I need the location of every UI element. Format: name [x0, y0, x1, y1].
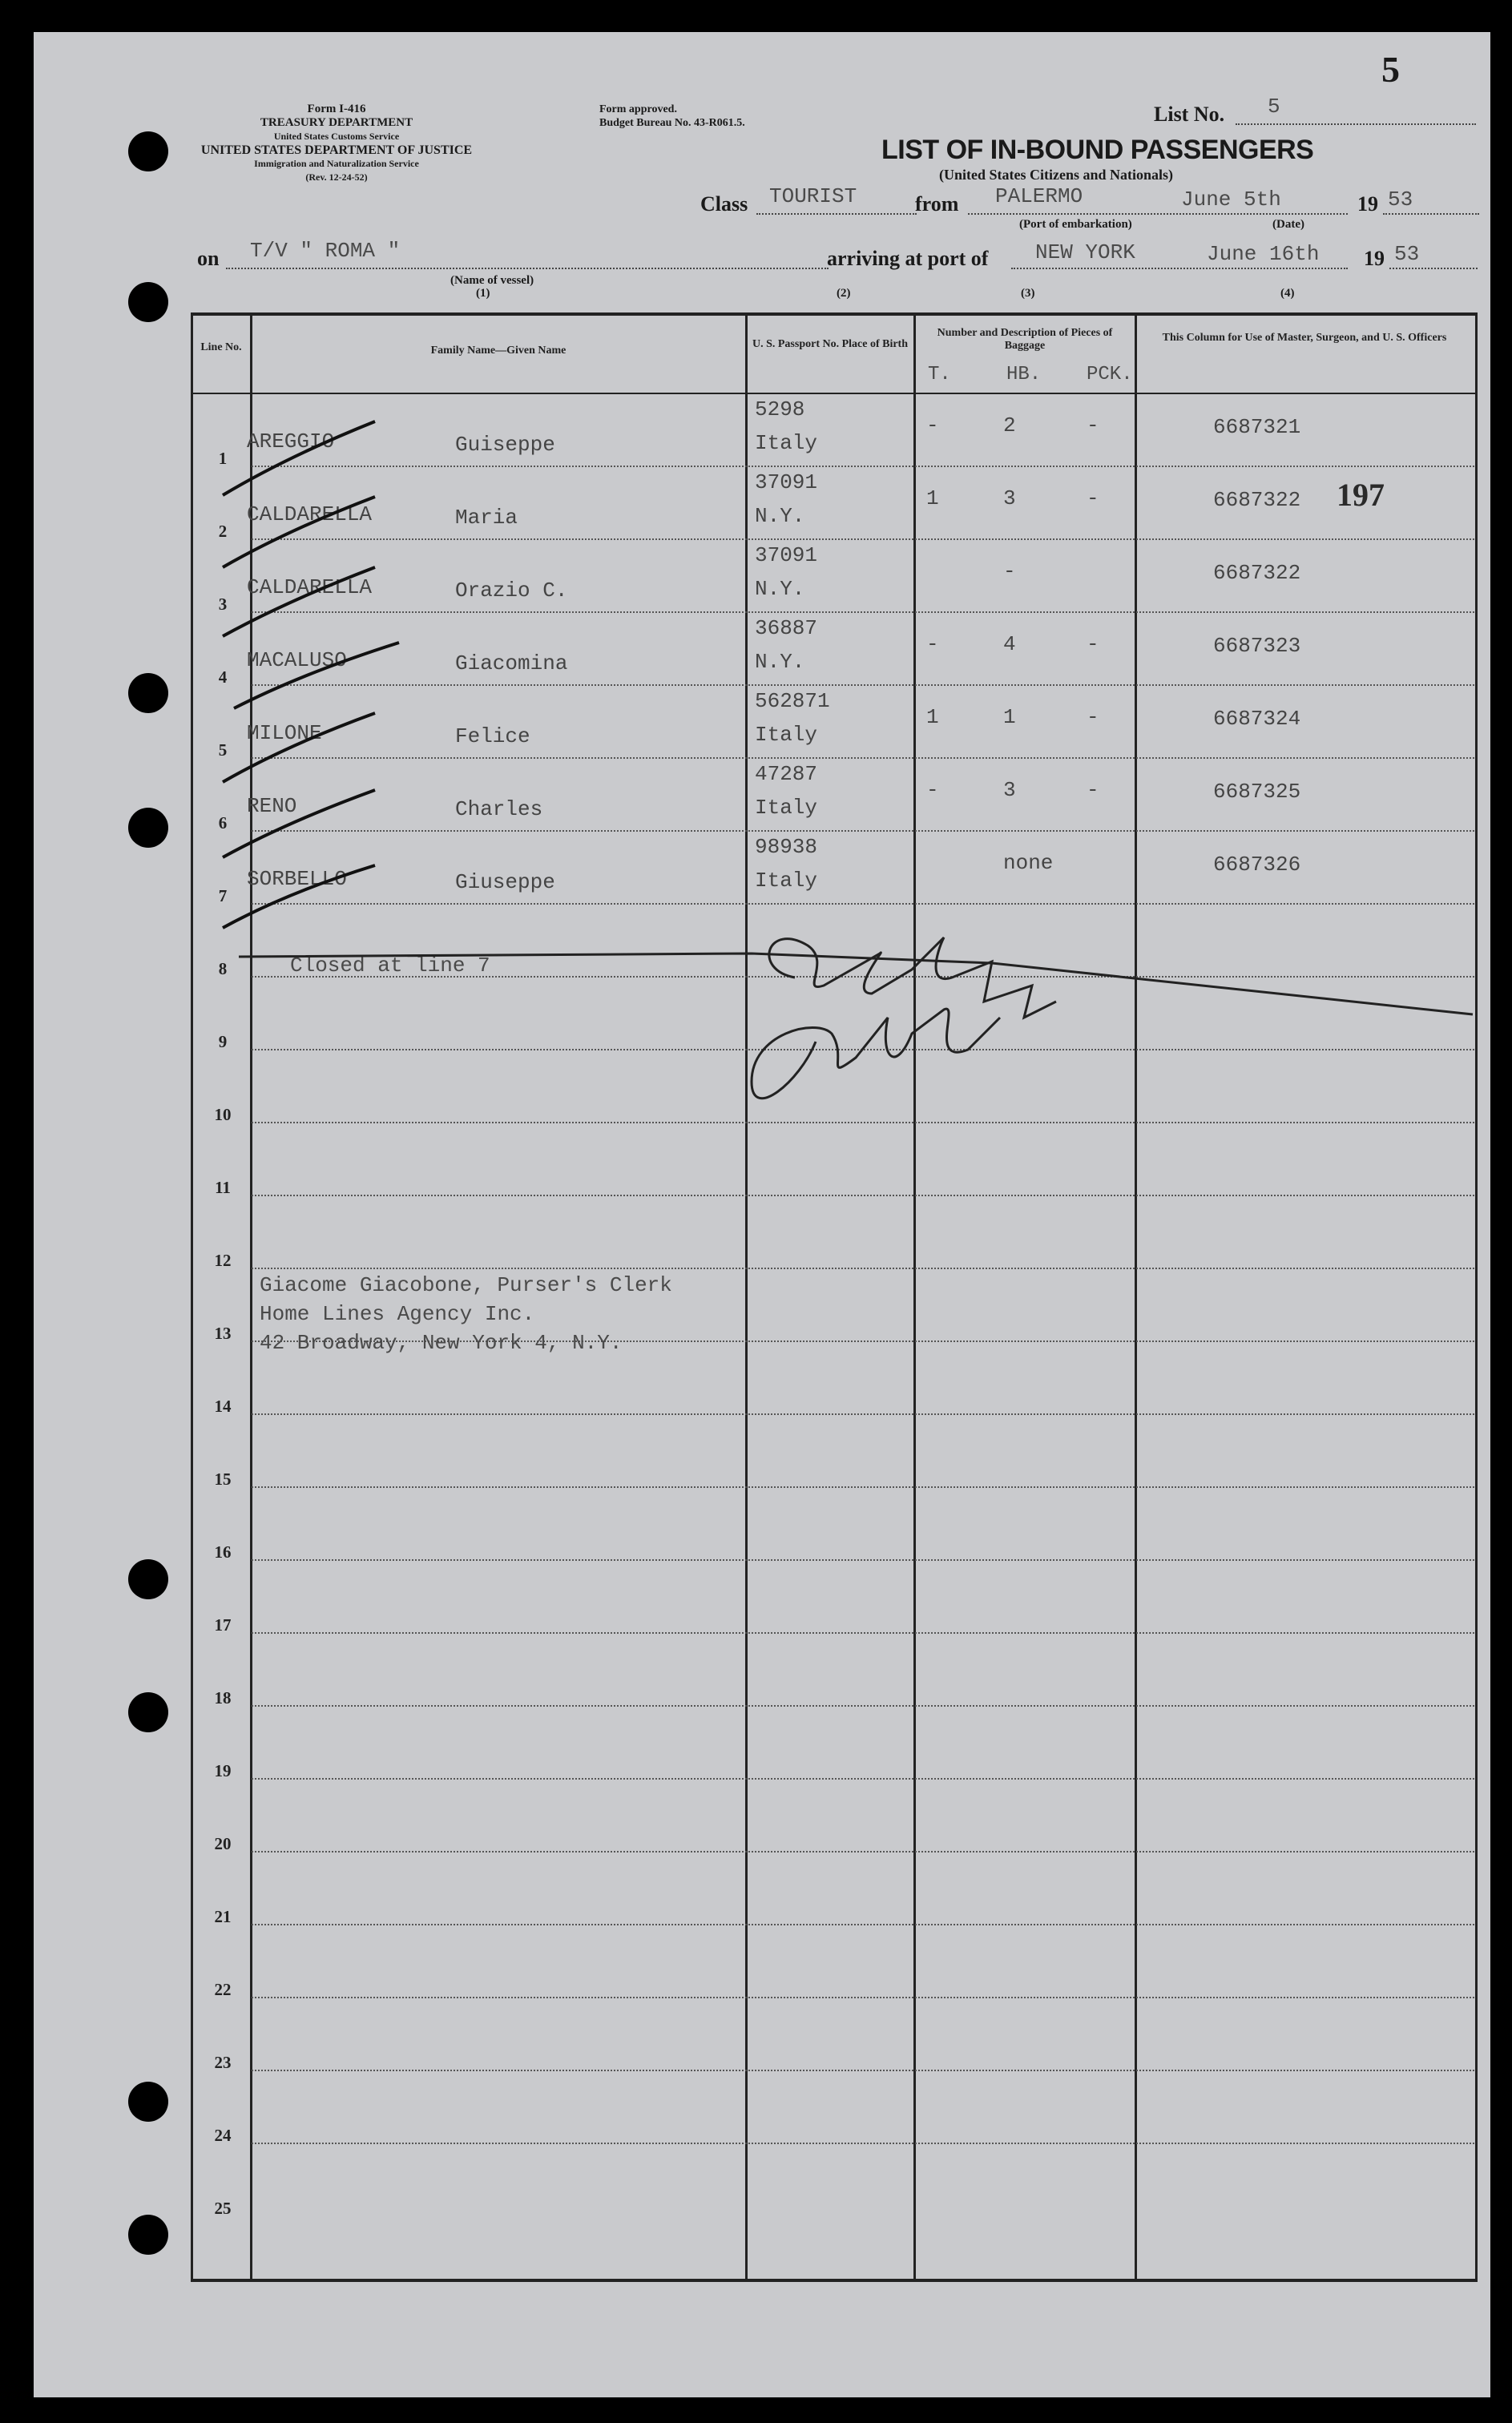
baggage-pck: -: [1087, 705, 1099, 729]
form-header: [192, 103, 481, 184]
place-of-birth: Italy: [755, 723, 818, 747]
baggage-hb: 3: [1003, 486, 1016, 510]
port-embarkation-caption: (Port of embarkation): [1019, 218, 1132, 231]
baggage-t: 1: [926, 486, 939, 510]
officer-number: 6687322: [1213, 488, 1301, 512]
arrival-year-prefix: 19: [1364, 247, 1385, 270]
col-header-passport: U. S. Passport No. Place of Birth: [752, 338, 909, 350]
class-label: Class: [700, 192, 748, 216]
family-name: MILONE: [247, 721, 322, 745]
row-line-number: 5: [218, 740, 228, 760]
row-line-number: 4: [218, 667, 228, 687]
vessel-caption-number: (1): [476, 287, 490, 300]
row-line-number: 25: [214, 2199, 232, 2218]
family-name: SORBELLO: [247, 867, 347, 891]
handwriting-overlay: [191, 312, 1478, 2284]
given-name: Giacomina: [455, 651, 568, 675]
departure-date: June 5th: [1181, 187, 1281, 212]
officer-number: 6687324: [1213, 707, 1301, 731]
given-name: Maria: [455, 506, 518, 530]
row-line-number: 3: [218, 595, 228, 614]
passenger-table: [191, 312, 1478, 2284]
officer-number: 6687322: [1213, 561, 1301, 585]
officer-number: 6687321: [1213, 415, 1301, 439]
treasury-label: TREASURY DEPARTMENT: [260, 116, 413, 129]
col-header-officers: This Column for Use of Master, Surgeon, and U. S. Officers: [1162, 332, 1447, 344]
passport-number: 47287: [755, 762, 818, 786]
check-mark-5: [223, 713, 375, 782]
agency-address: 42 Broadway, New York 4, N.Y.: [260, 1331, 623, 1355]
list-no-label: List No.: [1154, 103, 1225, 126]
approved-label: Form approved.: [599, 103, 677, 115]
row-line-number: 10: [214, 1105, 232, 1124]
place-of-birth: N.Y.: [755, 650, 805, 674]
row-line-number: 20: [214, 1834, 232, 1853]
stamp-number: 197: [1337, 477, 1385, 513]
officer-signature: [769, 937, 1056, 1018]
col-header-bag-t: T.: [928, 364, 951, 385]
col-header-line: Line No.: [200, 341, 242, 353]
on-label: on: [197, 247, 220, 270]
customs-label: United States Customs Service: [273, 131, 400, 142]
check-mark-7: [223, 865, 375, 928]
check-mark-1: [223, 421, 375, 495]
ins-label: Immigration and Naturalization Service: [254, 158, 419, 169]
given-name: Orazio C.: [455, 579, 568, 603]
row-line-number: 6: [218, 813, 228, 833]
passport-number: 5298: [755, 397, 805, 421]
punch-hole: [128, 2082, 168, 2122]
purser-name: Giacome Giacobone, Purser's Clerk: [260, 1273, 672, 1297]
family-name: MACALUSO: [247, 648, 347, 672]
place-of-birth: Italy: [755, 869, 818, 893]
baggage-hb: 1: [1003, 705, 1016, 729]
baggage-hb: 3: [1003, 778, 1016, 802]
page-subtitle: (United States Citizens and Nationals): [939, 167, 1174, 183]
col-header-bag-pck: PCK.: [1087, 364, 1133, 385]
vessel-name: T/V " ROMA ": [250, 239, 401, 263]
given-name: Felice: [455, 724, 530, 748]
departure-year-prefix: 19: [1357, 192, 1378, 216]
agency-name: Home Lines Agency Inc.: [260, 1302, 535, 1326]
punch-hole: [128, 1559, 168, 1599]
vessel-caption: (Name of vessel): [450, 274, 534, 287]
form-number: Form I-416: [307, 103, 366, 115]
row-line-number: 23: [214, 2053, 232, 2072]
row-line-number: 12: [214, 1251, 232, 1270]
check-mark-4: [234, 643, 399, 708]
row-line-number: 11: [215, 1178, 231, 1197]
baggage-t: -: [926, 778, 939, 802]
row-line-number: 14: [214, 1397, 232, 1416]
officer-number: 6687326: [1213, 853, 1301, 877]
arrival-date: June 16th: [1207, 242, 1320, 266]
place-of-birth: Italy: [755, 431, 818, 455]
row-line-number: 21: [214, 1907, 232, 1926]
from-value: PALERMO: [995, 184, 1083, 208]
family-name: CALDARELLA: [247, 502, 373, 526]
baggage-pck: -: [1087, 632, 1099, 656]
place-of-birth: N.Y.: [755, 504, 805, 528]
row-line-number: 24: [214, 2126, 232, 2145]
row-line-number: 8: [218, 959, 228, 978]
page-title: LIST OF IN-BOUND PASSENGERS: [881, 135, 1314, 165]
manifest-sheet: [34, 32, 1490, 2397]
check-mark-2: [223, 497, 375, 567]
officer-signature-2: [752, 1009, 1000, 1099]
baggage-hb: -: [1003, 559, 1016, 583]
baggage-t: 1: [926, 705, 939, 729]
row-line-number: 7: [218, 886, 228, 905]
class-value: TOURIST: [769, 184, 857, 208]
row-line-number: 16: [214, 1542, 232, 1562]
closing-line: [239, 953, 1473, 1014]
passport-number: 37091: [755, 543, 818, 567]
row-line-number: 13: [214, 1324, 232, 1343]
place-of-birth: N.Y.: [755, 577, 805, 601]
row-line-number: 9: [218, 1032, 228, 1051]
passport-number: 36887: [755, 616, 818, 640]
punch-hole: [128, 131, 168, 171]
baggage-hb: 2: [1003, 413, 1016, 437]
baggage-pck: -: [1087, 486, 1099, 510]
row-line-number: 19: [214, 1761, 232, 1780]
baggage-t: -: [926, 632, 939, 656]
row-line-number: 15: [214, 1470, 232, 1489]
officer-number: 6687325: [1213, 780, 1301, 804]
place-of-birth: Italy: [755, 796, 818, 820]
col-header-name: Family Name—Given Name: [430, 345, 566, 357]
punch-hole: [128, 1692, 168, 1732]
date-caption: (Date): [1272, 218, 1304, 231]
baggage-hb: 4: [1003, 632, 1016, 656]
from-label: from: [915, 192, 959, 216]
justice-label: UNITED STATES DEPARTMENT OF JUSTICE: [200, 143, 473, 157]
row-line-number: 1: [218, 449, 228, 468]
row-line-number: 22: [214, 1980, 232, 1999]
punch-hole: [128, 2215, 168, 2255]
family-name: RENO: [247, 794, 297, 818]
given-name: Giuseppe: [455, 870, 555, 894]
given-name: Guiseppe: [455, 433, 555, 457]
caption-2: (2): [837, 287, 851, 300]
family-name: AREGGIO: [247, 429, 335, 454]
check-mark-6: [223, 790, 375, 857]
row-line-number: 18: [214, 1688, 232, 1707]
arriving-label: arriving at port of: [827, 247, 989, 270]
officer-number: 6687323: [1213, 634, 1301, 658]
closed-note: Closed at line 7: [290, 953, 490, 978]
punch-hole: [128, 808, 168, 848]
baggage-hb: none: [1003, 851, 1054, 875]
budget-label: Budget Bureau No. 43-R061.5.: [599, 117, 745, 129]
passport-number: 37091: [755, 470, 818, 494]
row-line-number: 17: [214, 1615, 232, 1635]
check-mark-3: [223, 567, 375, 636]
approval-note: [599, 103, 745, 130]
baggage-pck: -: [1087, 413, 1099, 437]
family-name: CALDARELLA: [247, 575, 373, 599]
baggage-pck: -: [1087, 778, 1099, 802]
page-number: 5: [1381, 49, 1400, 90]
arrival-port: NEW YORK: [1035, 240, 1135, 264]
arrival-year-suffix: 53: [1394, 242, 1420, 266]
passport-number: 562871: [755, 689, 830, 713]
col-header-baggage: Number and Description of Pieces of Baggage: [937, 327, 1113, 352]
departure-year-suffix: 53: [1388, 187, 1413, 212]
row-line-number: 2: [218, 522, 228, 541]
given-name: Charles: [455, 797, 543, 821]
punch-hole: [128, 282, 168, 322]
punch-hole: [128, 673, 168, 713]
baggage-t: -: [926, 413, 939, 437]
caption-4: (4): [1280, 287, 1295, 300]
passport-number: 98938: [755, 835, 818, 859]
caption-3: (3): [1021, 287, 1035, 300]
list-no-value: 5: [1268, 95, 1280, 119]
col-header-bag-hb: HB.: [1006, 364, 1042, 385]
revision-label: (Rev. 12-24-52): [305, 171, 368, 183]
